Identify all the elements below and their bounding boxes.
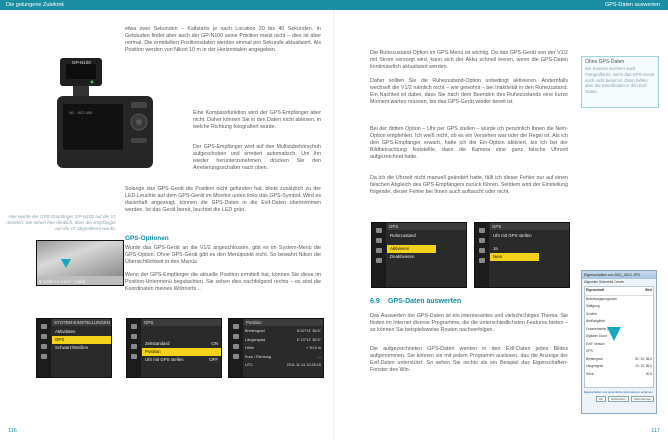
dialog-row-value: 30,5	[645, 371, 652, 376]
menu-list	[490, 232, 569, 240]
dialog-row[interactable]	[585, 287, 653, 296]
menu-screenshot-system	[36, 318, 112, 378]
menu-option-selected[interactable]: Aktivieren	[387, 245, 436, 253]
intro-text-2: Eine Kompassfunktion wird der GPS-Empfänger aber nicht. Daher können Sie in den Daten nicht ablesen, in welche Richtung fotografiert wurde.	[193, 110, 321, 130]
menu-screenshot-gps	[126, 318, 222, 378]
camera-photo	[55, 38, 155, 188]
dialog-row-key: Belichtungsprogramm	[586, 296, 618, 301]
position-row: Breitengrad N 52°24' 36.5"	[245, 329, 321, 333]
section-title: GPS-Daten auswerten	[388, 298, 462, 305]
camera-caption: Hier wurde der GPS-Empfänger GP-N100 auf die V1 montiert. Sie sehen hier deutlich, dass der Empfänger auf die V1 abgestimmt wurde.	[6, 214, 116, 231]
menu-icon-column	[37, 319, 51, 377]
dialog-row[interactable]	[585, 363, 653, 371]
menu-options	[387, 245, 436, 261]
menu-item-selected[interactable]: Position	[142, 348, 221, 356]
right-paragraph-5: Das Auswerten der GPS-Daten ist ein interessantes und vielschichtiges Thema. Sie finden im Internet diverse Programme, die die unterschiedlichsten Features bieten – so können Sie beispielsweise Routen nachverfolgen.	[370, 313, 568, 333]
dialog-titlebar: Eigenschaften von DSC_0021.JPG	[582, 271, 656, 279]
menu-item[interactable]: Aktivdaten	[55, 329, 76, 334]
intro-text-3: Der GPS-Empfänger wird auf den Multizubehörschuh aufgeschoben und arretiert automatisch. Um ihn wieder herunterzunehmen, drücken Sie den Arretierungsschalter nach oben.	[193, 144, 321, 171]
dialog-property-list	[584, 286, 654, 388]
page-number-left: 116	[8, 428, 17, 434]
sidebar-note-text: Die Kamera zeichnet auch Fotografieren, wenn das GPS-Gerät noch nicht bereit ist. Dann fehlen aber die Koordinaten in den Exif-Daten.	[585, 66, 654, 95]
viewfinder-scene	[37, 241, 123, 276]
dialog-row-key: Breitengrad	[586, 356, 603, 361]
menu-item-heading: Ruhezustand	[390, 233, 416, 238]
camera-lcd-text: N1 · ISO 400	[69, 110, 93, 115]
dialog-tab[interactable]: Sicherheit	[599, 280, 614, 284]
body-paragraph-3: Wenn der GPS-Empfänger die aktuelle Position ermittelt hat, können Sie diese im Position-Untermenü begutachten. Sie sehen dies nachfolgend rechts – es sind die Koordinaten meines Wohnorts ...	[125, 272, 321, 292]
dialog-row-value: 52; 24; 36,5	[635, 356, 652, 361]
menu-list	[387, 232, 466, 240]
dialog-row[interactable]	[585, 371, 653, 379]
position-row: UTC 2011.11.14 12:25:16	[245, 363, 321, 367]
ok-button[interactable]: OK	[596, 396, 606, 402]
position-row: Kurs / Richtung ---	[245, 354, 321, 359]
right-paragraph-6: Die aufgezeichneten GPS-Daten werden in den Exif-Daten jedes Bildes aufgenommen. Sie können sie mit jedem Programm auslesen, das die Anzeige der Exif-Daten unterstützt. So sehen Sie rechts als ein Beispiel das Eigenschaften-Fenster des Win-	[370, 346, 568, 373]
right-paragraph-2: Daher sollten Sie die Ruhezustand-Option unbedingt aktivieren. Andernfalls wechselt die V1/2 nämlich nicht – wie gewohnt – bei Inaktivität in den Ruhezustand. Ein Nachteil ist dabei, dass Sie nach dem Beenden des Ruhezustands eine kurze Moment warten müssen, bis das GPS-Gerät wieder bereit ist.	[370, 78, 568, 105]
menu-screenshot-clock	[474, 222, 570, 288]
dialog-footer-link[interactable]: Eigenschaften und persönliche Informationen entfernen	[584, 390, 653, 394]
dialog-row-key: Sättigung	[586, 304, 600, 308]
menu-tab-label: Position	[244, 319, 323, 326]
dialog-row[interactable]	[585, 318, 653, 326]
page-number-right: 117	[651, 428, 660, 434]
dialog-row-key: Eigenschaft	[586, 288, 605, 292]
dialog-row[interactable]	[585, 341, 653, 349]
dialog-tab[interactable]: Allgemein	[584, 280, 598, 284]
menu-option-selected[interactable]: Nein	[490, 253, 539, 261]
menu-tab-label: GPS	[387, 223, 466, 230]
menu-options	[490, 245, 539, 261]
dialog-arrow	[607, 327, 621, 341]
dialog-row-value: 13; 12; 36,5	[635, 364, 652, 368]
dialog-tab-active[interactable]: Details	[614, 280, 624, 284]
menu-item[interactable]: Zeitstandard ON	[145, 341, 218, 346]
gps-unit-label: GP-N100	[72, 60, 91, 65]
menu-screenshot-sleep	[371, 222, 467, 288]
dialog-tabs	[582, 279, 656, 285]
position-row: Höhe + 30,5 m	[245, 346, 321, 350]
dialog-row-key: Fotometrische Interpr.	[586, 326, 618, 331]
menu-icon-column	[475, 223, 489, 287]
menu-item-heading: Uhr mit GPS stellen	[493, 233, 532, 238]
menu-item[interactable]: Schwarz/Weißen	[55, 345, 89, 350]
dialog-buttons	[582, 395, 656, 403]
sidebar-note	[581, 56, 659, 108]
intro-text-1: etwa zwei Sekunden – Kaltstarts je nach Location 20 bis 40 Sekunden. In Gebäuden findet aber auch der GP-N100 seine Position meist nicht – dies ist aber normal. Die ermittelten Positionsdaten werden einmal pro Sekunde aktualisiert. Als Position werden von Nikon 10 m in der Horizontalen angegeben.	[125, 26, 321, 53]
viewfinder-readout: ⚲ 1/250 F4 ◁ 0.0 ⁽ ⁾ [ 584]	[39, 279, 85, 284]
menu-list	[142, 340, 221, 364]
dialog-row[interactable]	[585, 356, 653, 364]
viewfinder-arrow	[61, 259, 71, 268]
section-number: 6.9	[370, 298, 380, 305]
right-paragraph-4: Da ich die Uhrzeit nicht manuell geändert hatte, fällt ich dieser Fehler nur auf einen falschen Abgleich des GPS-Empfängers zurück führen. Seitdem wird der Einstellung folgende, dieser Fehler bei Ihnen auch auftaucht oder nicht.	[370, 175, 568, 195]
dialog-row[interactable]	[585, 296, 653, 304]
running-head-left: Die gelungene Zutekmk	[6, 2, 65, 8]
dialog-row-key: EXIF-Version	[586, 341, 605, 346]
menu-tab-label: GPS	[142, 319, 221, 326]
cancel-button[interactable]: Abbrechen	[608, 396, 629, 402]
dialog-row[interactable]	[585, 311, 653, 319]
body-paragraph-2: Wurde das GPS-Gerät an die V1/2 angeschlossen, gibt es im System-Menü die GPS-Option. Ohne GPS-Gerät gibt es den Menüpunkt nicht. So bewahrt Nikon die Übersichtlichkeit in den Menüs.	[125, 245, 321, 265]
dialog-row-key: GPS	[586, 349, 593, 353]
dialog-row-key: Höhe	[586, 371, 594, 376]
section-heading-gps-options: GPS-Optionen	[125, 235, 169, 242]
dialog-row-key: Längengrad	[586, 364, 604, 368]
body-paragraph-1: Solange das GPS-Gerät die Position nicht gefunden hat, blinkt zusätzlich zu der LED-Leuchte auf dem GPS-Gerät im Monitor unten links das GPS-Symbol. Wird es dauerhaft angezeigt, können die GPS-Daten in die Exif-Daten übernommen werden. Ist das Gerät bereit, leuchtet die LED grün.	[125, 186, 321, 213]
dialog-row[interactable]	[585, 303, 653, 311]
right-paragraph-3: Bei der dritten Option – Uhr per GPS stellen – würde ich persönlich Ihnen die Nein-Option empfehlen. Ich weiß nicht, ob es ein Versehen war oder die Regel ist. Als ich den GPS-Empfänger erwarb, hatte ich die Ein-Option aktiviert, bis ich bei der Bildbetrachtung feststellte, dass die Kamera eine ganz falsche Uhrzeit aufgezeichnet hatte.	[370, 126, 568, 160]
menu-icon-column	[229, 319, 243, 377]
menu-icon-column	[127, 319, 141, 377]
menu-icon-column	[372, 223, 386, 287]
menu-item[interactable]: Uhr mit GPS stellen OFF	[145, 357, 218, 362]
dialog-row-key: Digitaler Zoom	[586, 334, 607, 338]
menu-item-selected[interactable]: GPS	[52, 336, 111, 344]
dialog-row-value: Wert	[644, 288, 652, 292]
running-head-right: GPS-Daten auswerten	[604, 2, 660, 8]
menu-tab-label: SYSTEM-EINSTELLUNGEN	[54, 320, 111, 325]
position-row: Längengrad E 13°12' 36.5"	[245, 337, 321, 342]
sidebar-note-title: Ohne GPS-Daten	[585, 59, 625, 65]
page-gutter	[333, 10, 334, 440]
menu-option[interactable]: Ja	[493, 246, 498, 251]
dialog-row[interactable]	[585, 348, 653, 356]
dialog-row-key: Weißabgleich	[586, 319, 606, 323]
menu-tab-label: GPS	[490, 223, 569, 230]
viewfinder-screenshot	[36, 240, 124, 286]
apply-button[interactable]: Übernehmen	[631, 396, 654, 402]
position-rows	[245, 329, 321, 372]
properties-dialog	[581, 270, 657, 414]
menu-list	[52, 328, 111, 352]
right-paragraph-1: Die Ruhezustand-Option im GPS-Menü ist wichtig. Da das GPS-Gerät von der V1/2 mit Strom versorgt wird, kann sich der Akku schnell leeren, wenn die GPS-Daten kontinuierlich aktualisiert werden.	[370, 50, 568, 70]
dialog-row-key: Schärfe	[586, 311, 597, 316]
position-screenshot	[228, 318, 324, 378]
menu-option[interactable]: Deaktivieren	[390, 254, 415, 259]
